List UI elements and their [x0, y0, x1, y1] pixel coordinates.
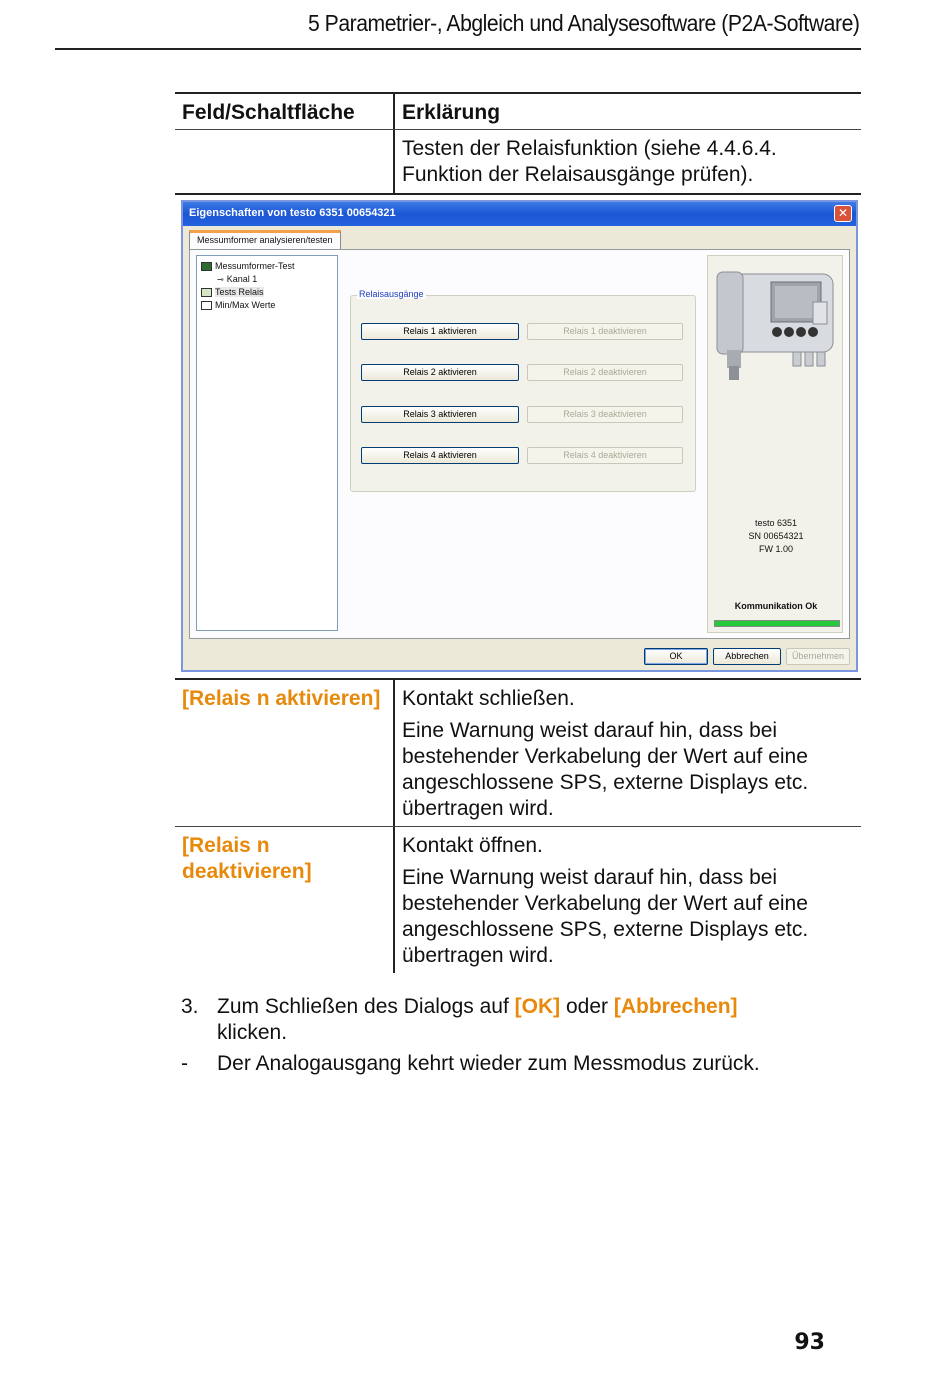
table-header-row	[175, 92, 861, 129]
list-item	[181, 1051, 861, 1077]
group-label: Relaisausgänge	[359, 289, 424, 299]
device-info-panel	[707, 255, 843, 633]
activate-desc-2: Eine Warnung weist darauf hin, dass bei bestehender Verkabelung der Wert auf eine angeschlossene SPS, externe Displays etc. übertragen wird.	[402, 719, 809, 820]
table-cell	[393, 827, 861, 973]
tab-panel	[189, 249, 850, 639]
dialog-titlebar	[183, 202, 856, 226]
explanation-table-top	[175, 92, 861, 195]
device-icon	[201, 262, 212, 271]
device-model: testo 6351	[754, 518, 798, 528]
page-header	[55, 6, 861, 50]
step-number: 3.	[181, 995, 199, 1018]
relay-2-deactivate-button[interactable]: Relais 2 deaktivieren	[527, 364, 683, 381]
table-row	[175, 678, 861, 826]
channel-icon: ⊸	[217, 274, 224, 284]
tree-item-minmax[interactable]	[201, 300, 275, 310]
relay-4-deactivate-button[interactable]: Relais 4 deaktivieren	[527, 447, 683, 464]
ok-button[interactable]: OK	[644, 648, 708, 665]
cancel-reference: [Abbrechen]	[613, 995, 738, 1018]
communication-status: Kommunikation Ok	[734, 601, 818, 611]
tab-analyze-test[interactable]: Messumformer analysieren/testen	[189, 230, 341, 250]
device-firmware: FW 1.00	[758, 544, 793, 554]
relay-outputs-group	[350, 289, 696, 492]
instruction-list	[181, 994, 861, 1077]
test-text-line2: Funktion der Relaisausgänge prüfen).	[402, 163, 754, 186]
relay-1-deactivate-button[interactable]: Relais 1 deaktivieren	[527, 323, 683, 340]
table-cell	[393, 680, 861, 826]
chapter-title: 5 Parametrier-, Abgleich und Analysesoftware (P2A-Software)	[307, 10, 859, 36]
step-3-text	[217, 994, 861, 1046]
relay-3-activate-button[interactable]: Relais 3 aktivieren	[361, 406, 519, 423]
result-text: Der Analogausgang kehrt wieder zum Messmodus zurück.	[217, 1052, 760, 1075]
device-image	[709, 262, 843, 392]
navigation-tree	[196, 255, 338, 631]
table-row	[175, 826, 861, 973]
tree-item-channel-1[interactable]	[217, 274, 257, 284]
table-cell	[393, 130, 861, 193]
close-icon[interactable]: ✕	[834, 205, 852, 222]
dialog-title: Eigenschaften von testo 6351 00654321	[189, 207, 396, 219]
explanation-table-bottom	[175, 678, 861, 973]
deactivate-desc-1: Kontakt öffnen.	[402, 834, 543, 857]
relay-2-activate-button[interactable]: Relais 2 aktivieren	[361, 364, 519, 381]
properties-dialog	[181, 200, 858, 672]
activate-desc-1: Kontakt schließen.	[402, 687, 575, 710]
progress-fill	[715, 621, 839, 626]
result-marker: -	[181, 1052, 188, 1075]
field-activate-relay: [Relais n aktivieren]	[182, 687, 381, 710]
list-item	[181, 994, 861, 1046]
table-row	[175, 129, 861, 195]
deactivate-desc-2: Eine Warnung weist darauf hin, dass bei bestehender Verkabelung der Wert auf eine angeschlossene SPS, externe Displays etc. übertragen wird.	[402, 866, 809, 967]
graph-icon	[201, 301, 212, 310]
tree-label: Min/Max Werte	[215, 300, 276, 310]
relay-3-deactivate-button[interactable]: Relais 3 deaktivieren	[527, 406, 683, 423]
col-header-explanation: Erklärung	[393, 94, 861, 129]
tree-label: Messumformer-Test	[215, 261, 295, 271]
cancel-button[interactable]: Abbrechen	[713, 648, 781, 665]
tree-label: Kanal 1	[226, 274, 258, 284]
device-serial: SN 00654321	[748, 531, 804, 541]
tree-label: Tests Relais	[215, 287, 264, 297]
field-deactivate-relay: [Relais n deaktivieren]	[182, 834, 312, 883]
step-text: oder	[560, 995, 614, 1018]
relay-test-icon	[201, 288, 212, 297]
step-text: Zum Schließen des Dialogs auf	[217, 995, 515, 1018]
apply-button[interactable]: Übernehmen	[786, 648, 850, 665]
test-text-line1: Testen der Relaisfunktion (siehe 4.4.6.4.	[402, 137, 777, 160]
page-number: 93	[794, 1330, 825, 1355]
col-header-field: Feld/Schaltfläche	[182, 101, 355, 124]
step-text: klicken.	[217, 1021, 288, 1044]
empty-cell	[175, 130, 393, 193]
ok-reference: [OK]	[514, 995, 561, 1018]
relay-1-activate-button[interactable]: Relais 1 aktivieren	[361, 323, 519, 340]
tree-item-transmitter-test[interactable]	[201, 261, 295, 271]
tree-item-relay-tests[interactable]	[201, 287, 264, 297]
relay-4-activate-button[interactable]: Relais 4 aktivieren	[361, 447, 519, 464]
communication-progress	[714, 620, 840, 627]
